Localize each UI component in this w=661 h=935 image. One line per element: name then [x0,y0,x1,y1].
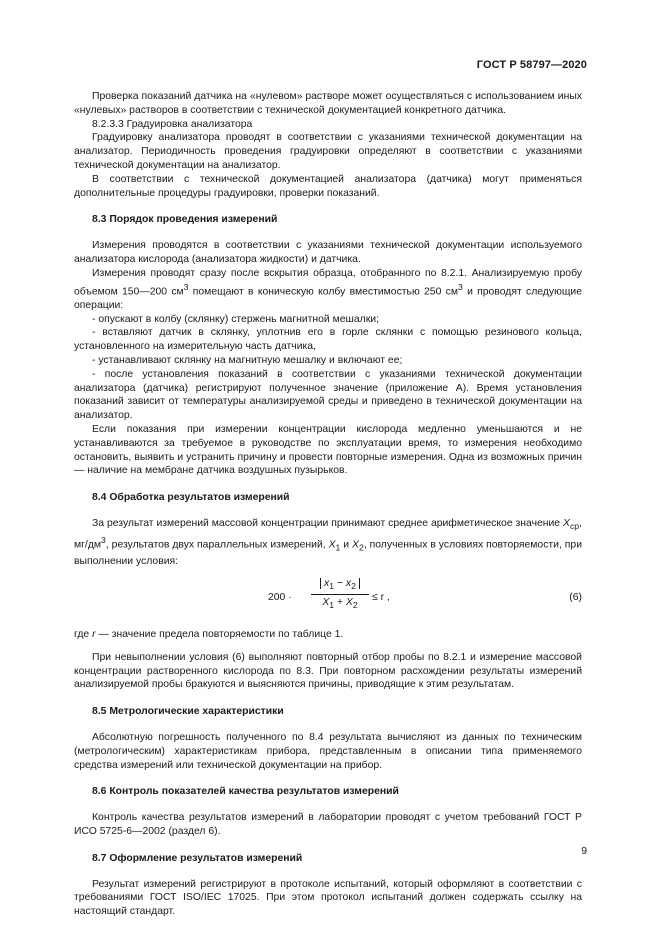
paragraph: Если показания при измерении концентрации кислорода медленно уменьшаются и не устанавливаются за требуемое в руководстве по эксплуатации время, то измерения необходимо остановить, выявить и устранить причину и провести повторные измерения. Одна из возможных причин — наличие на мембране датчика воздушных пузырьков. [74,424,582,477]
formula-fraction [311,577,369,612]
section-heading-8-3: 8.3 Порядок проведения измерений [92,214,278,226]
paragraph: В соответствии с технической документацией анализатора (датчика) могут применяться дополнительные процедуры градуировки, проверки показаний. [74,173,582,199]
paragraph: За результат измерений массовой концентрации принимают среднее арифметическое значение $X_{ср}$, $мг/дм^3$, результатов двух параллельных измерений, $X_1$ и $X_2$, полученных в условиях повторяемости, при выполнении условия: [74,517,583,568]
paragraph: Градуировку анализатора проводят в соответствии с указаниями технической документации на анализатор. Периодичность проведения градуировки определяют в соответствии с указаниями технической документации на анализатор. [74,132,582,171]
formula-coefficient: 200 · [268,592,292,603]
formula-6 [74,576,582,620]
paragraph: При невыполнении условия (6) выполняют повторный отбор пробы по 8.2.1 и измерение массовой концентрации растворенного кислорода по 8.3. При повторном расхождении результаты измерений анализируемой пробы бракуются и выясняются причины, приводящие к этим результатам. [74,651,582,691]
section-heading-8-4: 8.4 Обработка результатов измерений [92,492,290,504]
paragraph: Проверка показаний датчика на «нулевом» растворе может осуществляться с использованием иных «нулевых» растворов в соответствии с технической документацией конкретного датчика. [74,91,582,116]
list-item: - опускают в колбу (склянку) стержень магнитной мешалки; [92,313,379,325]
list-item: - после установления показаний в соответствии с указаниями технической документации анализатора (датчика) регистрируют полученное значение (приложение А). Время установления показаний зависит от температуры анализируемой среды и приведено в технической документации на анализатор. [74,368,582,422]
list-item: - устанавливают склянку на магнитную мешалку и включают ее; [92,355,403,367]
section-heading-8-6: 8.6 Контроль показателей качества результатов измерений [92,786,399,798]
list-item: - вставляют датчик в склянку, уплотнив его в горле склянки с помощью резинового кольца, установленного на измерительную часть датчика, [74,327,582,353]
section-heading-8-7: 8.7 Оформление результатов измерений [92,852,303,864]
paragraph: Результат измерений регистрируют в протоколе испытаний, который оформляют в соответствии с требованиями ГОСТ ISO/IEC 17025. При этом протокол испытаний должен содержать ссылку на настоящий стандарт. [74,878,582,918]
formula-number: (6) [569,592,582,603]
formula-denominator: $X_1 + X_2$ [322,597,358,611]
paragraph: Абсолютную погрешность полученного по 8.4 результата вычисляют из данных по техническим (метрологическим) характеристикам прибора, представленным в описании типа применяемого средства измерений или технической документации на прибор. [74,731,582,771]
formula-numerator: $x_1 - x_2$ [311,577,369,595]
section-heading-8-5: 8.5 Метрологические характеристики [92,706,284,718]
paragraph: Измерения проводят сразу после вскрытия образца, отобранного по 8.2.1. Анализируемую пробу объемом 150—200 $см^3$ помещают в коническую колбу вместимостью 250 $см^3$ и проводят следующие операции: [74,267,582,311]
paragraph: где r — значение предела повторяемости по таблице 1. [74,629,344,640]
paragraph: Контроль качества результатов измерений в лаборатории проводят с учетом требований ГОСТ Р ИСО 5725-6—2002 (раздел 6). [74,812,582,837]
page-number: 9 [581,846,587,857]
formula-rhs: ≤ r , [372,592,390,603]
document-id-header: ГОСТ Р 58797—2020 [476,59,587,71]
subsection-title: 8.2.3.3 Градуировка анализатора [92,118,253,130]
page-body [74,90,582,919]
paragraph: Измерения проводятся в соответствии с указаниями технической документации используемого анализатора кислорода (анализатора жидкости) и датчика. [74,240,582,265]
